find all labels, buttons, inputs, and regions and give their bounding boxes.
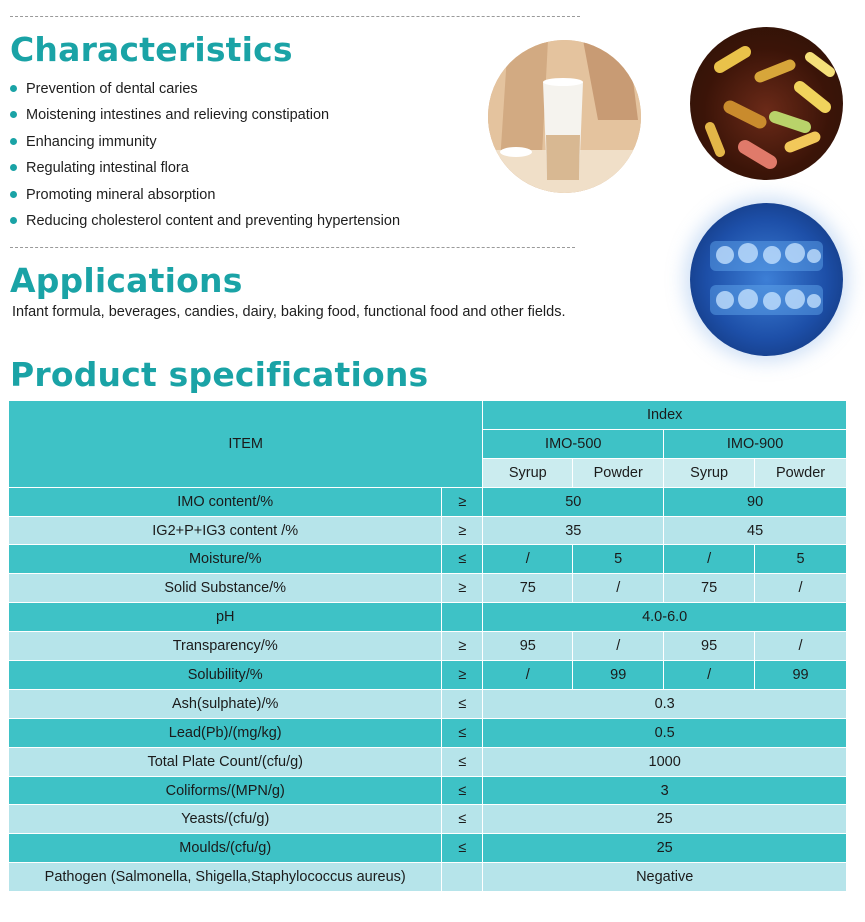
table-row: [9, 603, 847, 632]
divider-top: [10, 16, 580, 17]
table-row: [9, 718, 847, 747]
value-cell: 50: [483, 487, 664, 516]
specs-title: Product specifications: [10, 355, 429, 394]
milk-drink-image: [488, 40, 641, 193]
form-header: Powder: [755, 458, 847, 487]
value-cell: 99: [755, 661, 847, 690]
form-header: Syrup: [483, 458, 573, 487]
operator-cell: ≥: [442, 632, 483, 661]
table-row: [9, 632, 847, 661]
value-cell: /: [664, 661, 755, 690]
item-cell: IG2+P+IG3 content /%: [9, 516, 442, 545]
operator-cell: ≤: [442, 747, 483, 776]
item-cell: Pathogen (Salmonella, Shigella,Staphylococcus aureus): [9, 863, 442, 892]
item-cell: Lead(Pb)/(mg/kg): [9, 718, 442, 747]
table-row: [9, 747, 847, 776]
item-cell: Moulds/(cfu/g): [9, 834, 442, 863]
index-header: Index: [483, 401, 847, 430]
item-cell: Total Plate Count/(cfu/g): [9, 747, 442, 776]
value-cell: /: [573, 632, 664, 661]
value-cell: 5: [755, 545, 847, 574]
item-cell: pH: [9, 603, 442, 632]
form-header: Syrup: [664, 458, 755, 487]
item-cell: IMO content/%: [9, 487, 442, 516]
list-item: Enhancing immunity: [10, 132, 400, 158]
value-cell: /: [755, 632, 847, 661]
value-cell: 1000: [483, 747, 847, 776]
operator-cell: ≤: [442, 834, 483, 863]
divider-middle: [10, 247, 575, 248]
value-cell: 95: [483, 632, 573, 661]
bullet-icon: [10, 217, 17, 224]
operator-cell: ≤: [442, 805, 483, 834]
form-header: Powder: [573, 458, 664, 487]
table-row: [9, 487, 847, 516]
value-cell: 4.0-6.0: [483, 603, 847, 632]
table-row: [9, 863, 847, 892]
molecule-image: [690, 203, 843, 356]
list-item: Prevention of dental caries: [10, 79, 400, 105]
table-row: [9, 574, 847, 603]
operator-cell: ≥: [442, 661, 483, 690]
value-cell: 0.5: [483, 718, 847, 747]
value-cell: 3: [483, 776, 847, 805]
value-cell: 25: [483, 805, 847, 834]
item-cell: Solid Substance/%: [9, 574, 442, 603]
characteristics-title: Characteristics: [10, 30, 293, 69]
list-item: Regulating intestinal flora: [10, 158, 400, 184]
item-cell: Moisture/%: [9, 545, 442, 574]
value-cell: /: [573, 574, 664, 603]
bullet-icon: [10, 191, 17, 198]
operator-cell: ≥: [442, 487, 483, 516]
bullet-icon: [10, 85, 17, 92]
value-cell: Negative: [483, 863, 847, 892]
value-cell: /: [483, 661, 573, 690]
item-cell: Ash(sulphate)/%: [9, 689, 442, 718]
table-header-row: [9, 401, 847, 430]
operator-cell: [442, 863, 483, 892]
group-header-imo500: IMO-500: [483, 429, 664, 458]
item-cell: Coliforms/(MPN/g): [9, 776, 442, 805]
value-cell: 99: [573, 661, 664, 690]
value-cell: 75: [483, 574, 573, 603]
list-item: Promoting mineral absorption: [10, 185, 400, 211]
table-row: [9, 805, 847, 834]
table-row: [9, 834, 847, 863]
item-header: ITEM: [9, 401, 483, 488]
item-cell: Transparency/%: [9, 632, 442, 661]
applications-text: Infant formula, beverages, candies, dairy, baking food, functional food and other fields.: [12, 304, 566, 320]
table-row: [9, 545, 847, 574]
applications-title: Applications: [10, 261, 243, 300]
bullet-icon: [10, 111, 17, 118]
operator-cell: ≤: [442, 689, 483, 718]
operator-cell: ≥: [442, 574, 483, 603]
operator-cell: ≤: [442, 545, 483, 574]
value-cell: /: [483, 545, 573, 574]
spec-table: [8, 400, 847, 892]
operator-cell: ≤: [442, 776, 483, 805]
item-cell: Yeasts/(cfu/g): [9, 805, 442, 834]
item-cell: Solubility/%: [9, 661, 442, 690]
value-cell: 35: [483, 516, 664, 545]
bullet-icon: [10, 164, 17, 171]
table-row: [9, 689, 847, 718]
list-item: Reducing cholesterol content and preventing hypertension: [10, 211, 400, 237]
value-cell: 5: [573, 545, 664, 574]
group-header-imo900: IMO-900: [664, 429, 847, 458]
table-row: [9, 516, 847, 545]
value-cell: 95: [664, 632, 755, 661]
bacteria-image: [690, 27, 843, 180]
value-cell: /: [664, 545, 755, 574]
value-cell: /: [755, 574, 847, 603]
table-row: [9, 776, 847, 805]
bullet-icon: [10, 138, 17, 145]
value-cell: 90: [664, 487, 847, 516]
list-item: Moistening intestines and relieving constipation: [10, 105, 400, 131]
table-row: [9, 661, 847, 690]
operator-cell: ≤: [442, 718, 483, 747]
operator-cell: ≥: [442, 516, 483, 545]
value-cell: 45: [664, 516, 847, 545]
operator-cell: [442, 603, 483, 632]
value-cell: 75: [664, 574, 755, 603]
value-cell: 0.3: [483, 689, 847, 718]
value-cell: 25: [483, 834, 847, 863]
characteristics-list: [10, 79, 400, 237]
